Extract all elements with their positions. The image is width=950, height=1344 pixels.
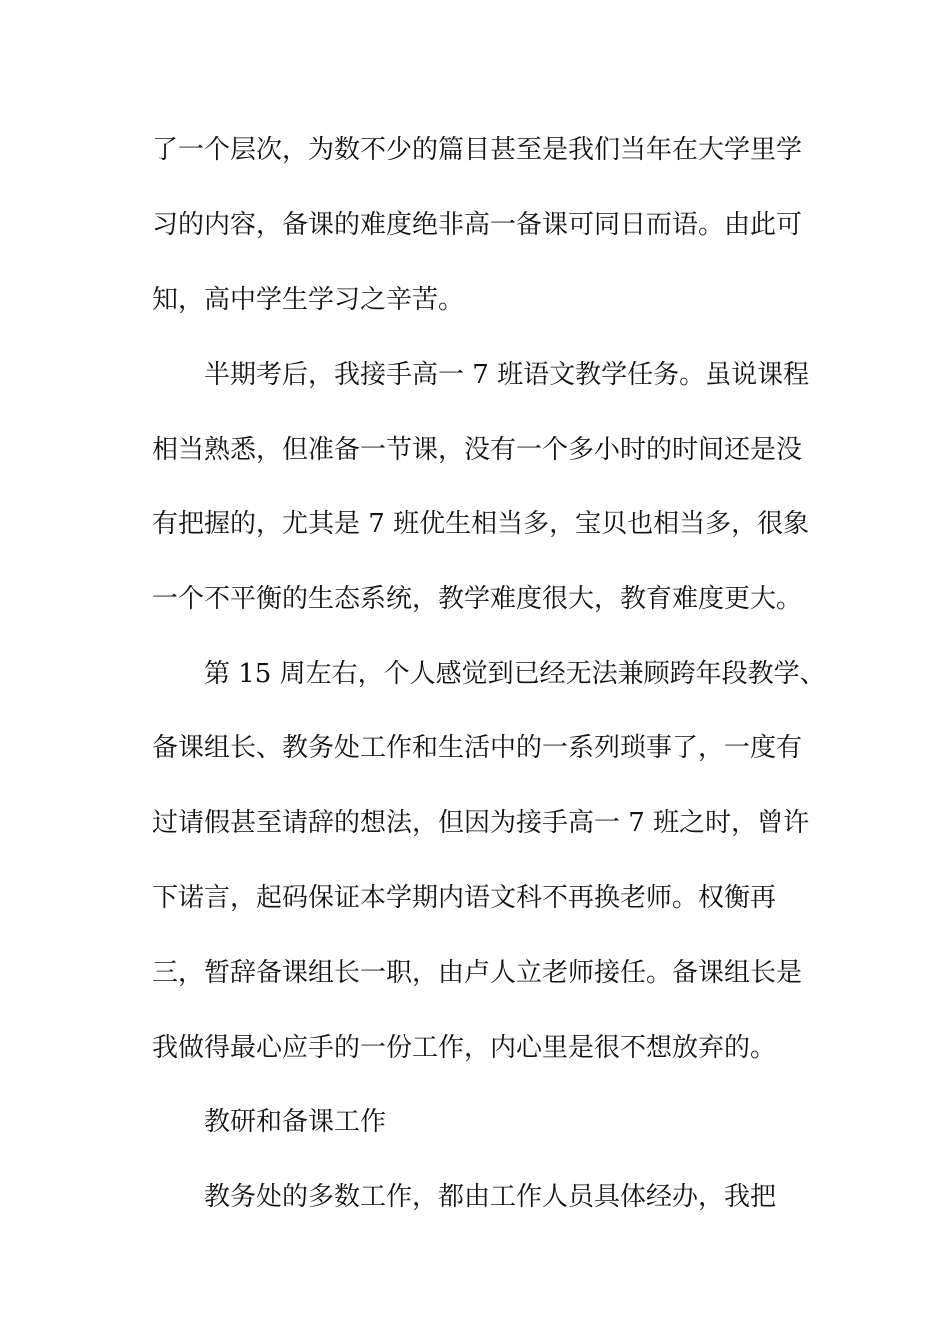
text-line: 知，高中学生学习之辛苦。 (152, 285, 465, 315)
paragraph-first-line: 教务处的多数工作，都由工作人员具体经办，我把 (204, 1182, 777, 1212)
text-line: 备课组长、教务处工作和生活中的一系列琐事了，一度有 (152, 733, 803, 763)
text-line: 相当熟悉，但准备一节课，没有一个多小时的时间还是没 (152, 435, 803, 465)
text-line: 我做得最心应手的一份工作，内心里是很不想放弃的。 (152, 1033, 777, 1063)
text-line: 有把握的，尤其是 7 班优生相当多，宝贝也相当多，很象 (152, 509, 810, 539)
text-line: 一个不平衡的生态系统，教学难度很大，教育难度更大。 (152, 584, 803, 614)
text-line: 下诺言，起码保证本学期内语文科不再换老师。权衡再 (152, 883, 777, 913)
text-line: 了一个层次，为数不少的篇目甚至是我们当年在大学里学 (152, 135, 803, 165)
text-line: 过请假甚至请辞的想法，但因为接手高一 7 班之时，曾许 (152, 808, 810, 838)
paragraph-first-line: 半期考后，我接手高一 7 班语文教学任务。虽说课程 (204, 360, 810, 390)
paragraph-first-line: 第 15 周左右，个人感觉到已经无法兼顾跨年段教学、 (204, 659, 826, 689)
section-heading: 教研和备课工作 (204, 1107, 387, 1137)
text-line: 三，暂辞备课组长一职，由卢人立老师接任。备课组长是 (152, 958, 803, 988)
text-line: 习的内容，备课的难度绝非高一备课可同日而语。由此可 (152, 210, 803, 240)
